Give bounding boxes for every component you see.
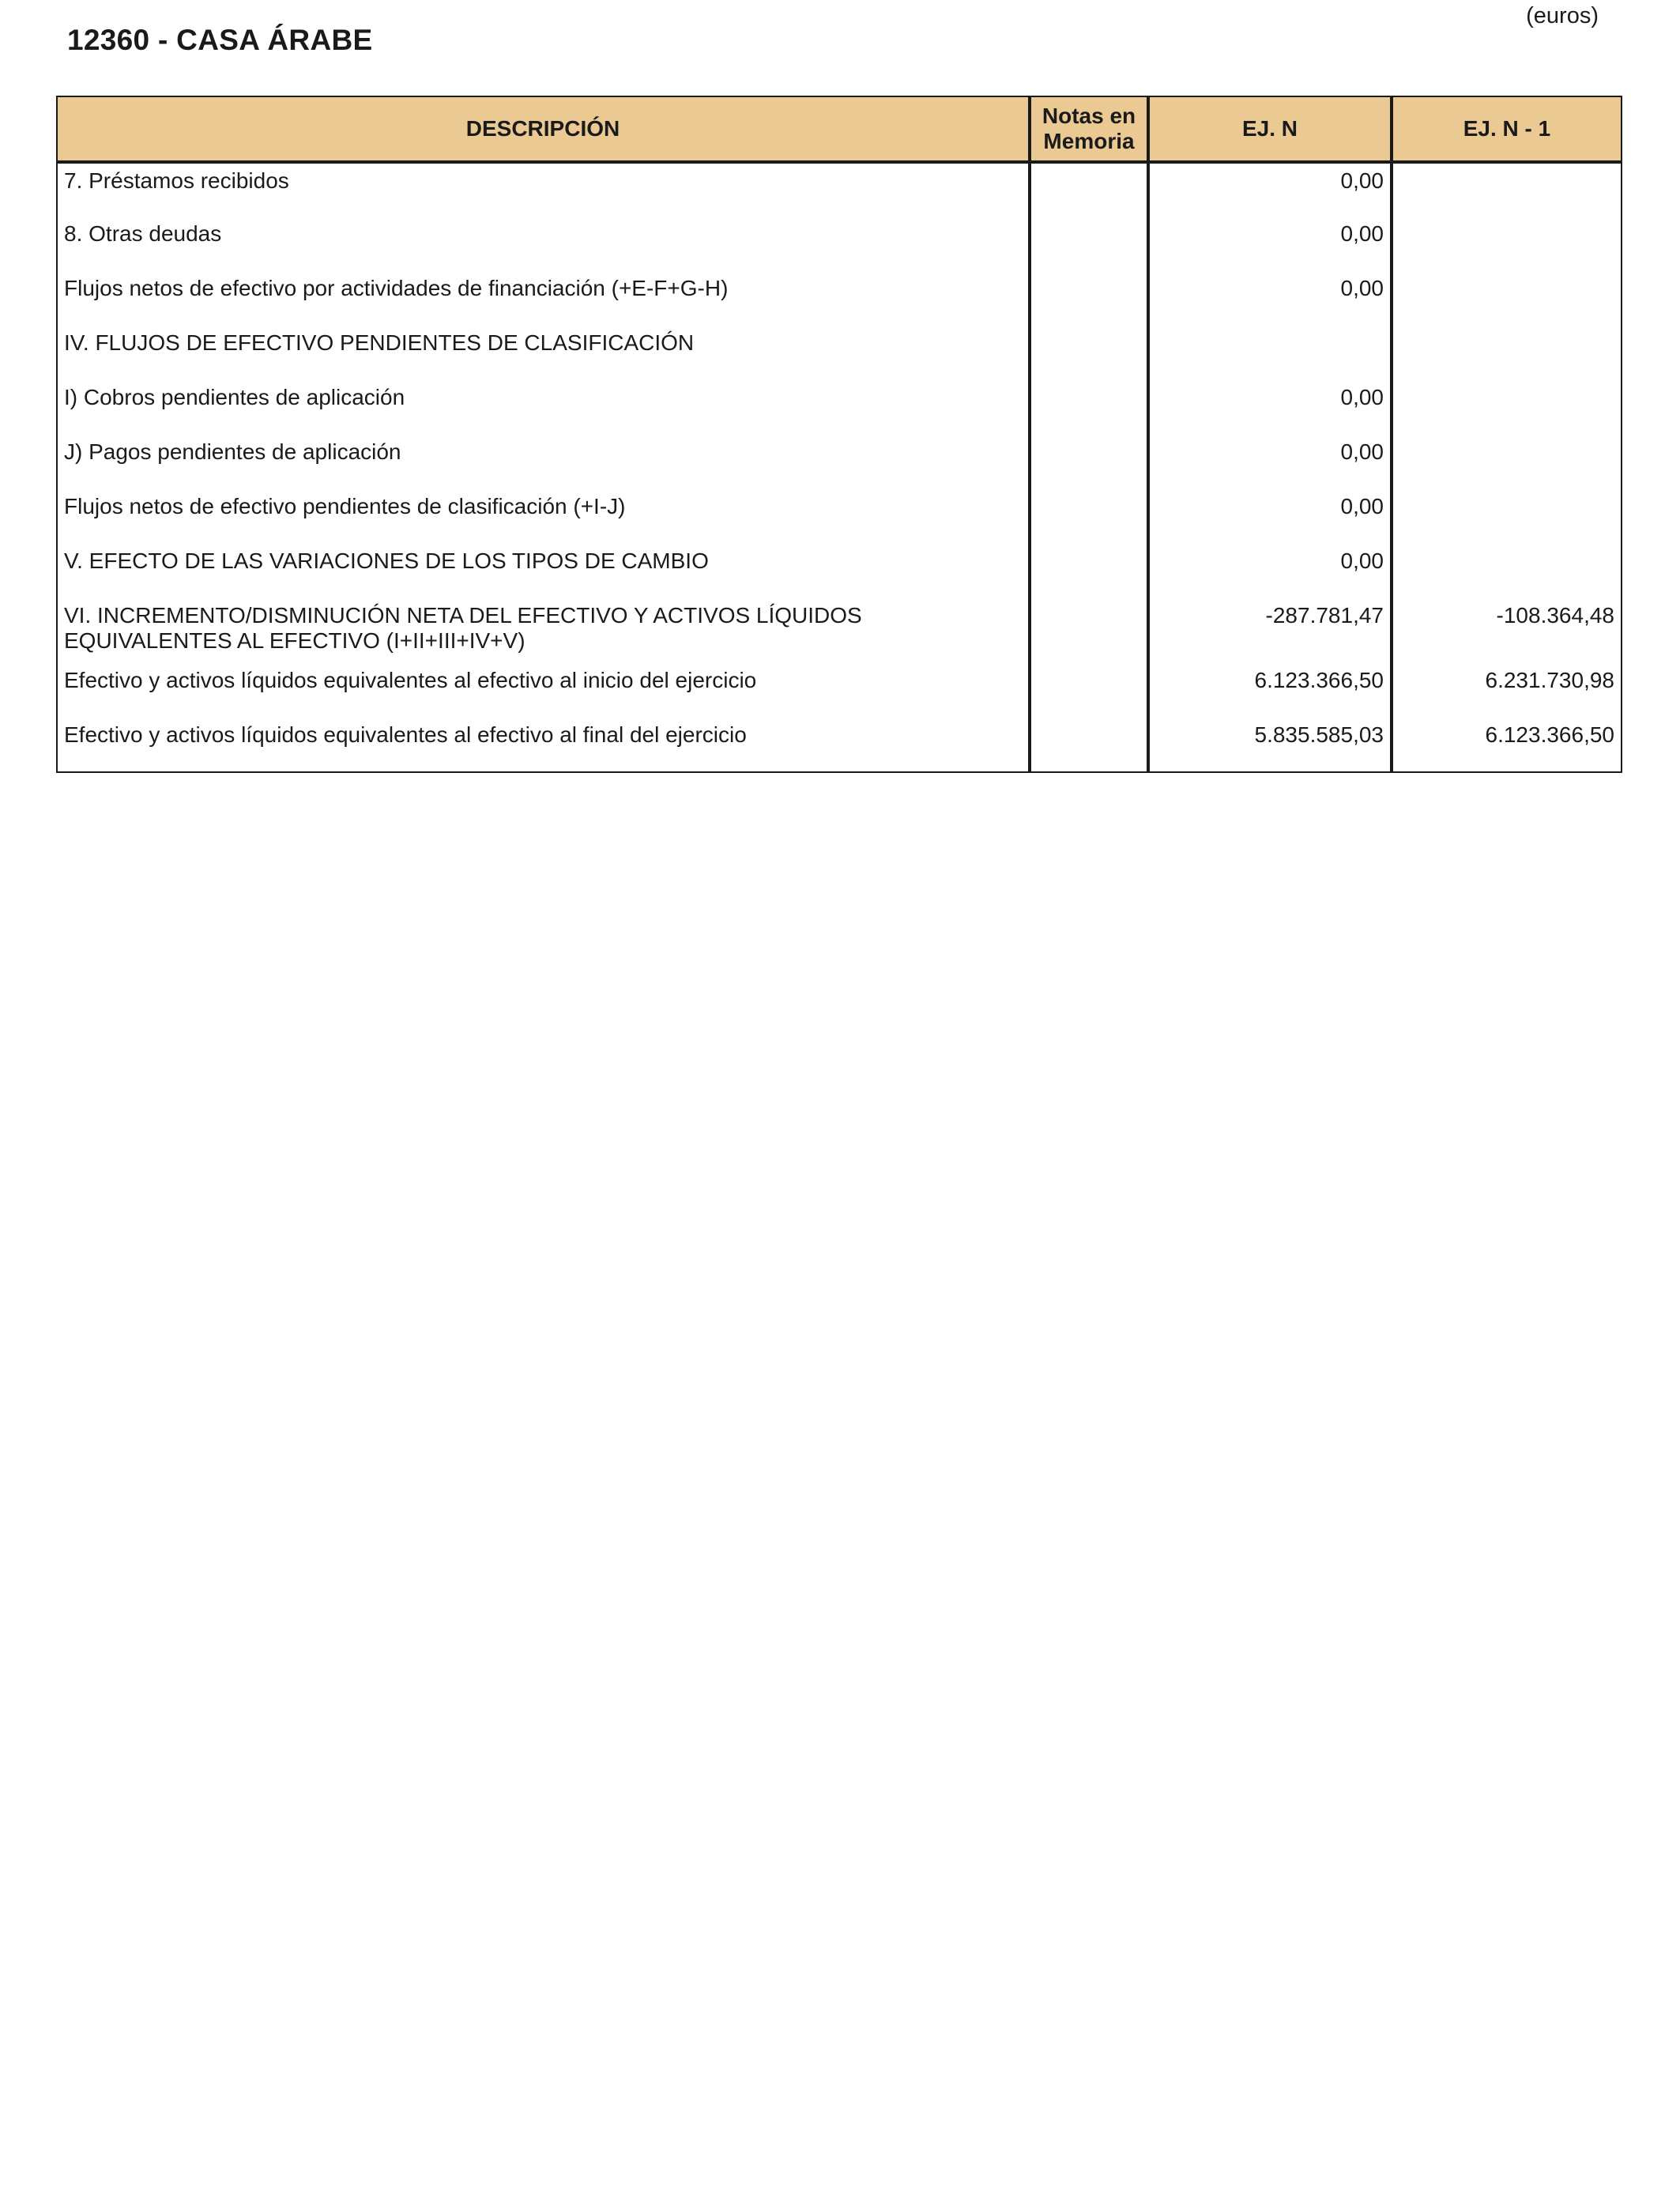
row-description: J) Pagos pendientes de aplicación	[57, 435, 1030, 489]
row-year-n-value: 0,00	[1148, 544, 1392, 598]
row-notes	[1030, 271, 1148, 326]
table-row	[57, 718, 1622, 772]
row-year-n-value: 0,00	[1148, 271, 1392, 326]
row-notes	[1030, 380, 1148, 435]
table-row	[57, 217, 1622, 271]
table-row	[57, 435, 1622, 489]
row-notes	[1030, 489, 1148, 544]
column-header-notes	[1030, 96, 1148, 162]
row-notes	[1030, 162, 1148, 217]
row-description: V. EFECTO DE LAS VARIACIONES DE LOS TIPOS DE CAMBIO	[57, 544, 1030, 598]
column-header-year-n1: EJ. N - 1	[1392, 96, 1622, 162]
table-row	[57, 663, 1622, 718]
row-notes	[1030, 544, 1148, 598]
row-year-n1-value	[1392, 380, 1622, 435]
table-row	[57, 326, 1622, 380]
row-notes	[1030, 663, 1148, 718]
row-year-n-value	[1148, 326, 1392, 380]
currency-units-label: (euros)	[1526, 3, 1599, 28]
row-year-n1-value: -108.364,48	[1392, 598, 1622, 663]
row-description	[57, 598, 1030, 663]
row-description: Efectivo y activos líquidos equivalentes al efectivo al final del ejercicio	[57, 718, 1030, 772]
row-notes	[1030, 718, 1148, 772]
row-year-n-value: 0,00	[1148, 162, 1392, 217]
row-notes	[1030, 217, 1148, 271]
table-row	[57, 271, 1622, 326]
row-year-n-value: 0,00	[1148, 489, 1392, 544]
table-header	[57, 96, 1622, 162]
column-header-description: DESCRIPCIÓN	[57, 96, 1030, 162]
row-notes	[1030, 326, 1148, 380]
table-row	[57, 162, 1622, 217]
row-description: IV. FLUJOS DE EFECTIVO PENDIENTES DE CLASIFICACIÓN	[57, 326, 1030, 380]
page-title: 12360 - CASA ÁRABE	[67, 24, 373, 56]
row-notes	[1030, 598, 1148, 663]
row-year-n1-value	[1392, 271, 1622, 326]
row-year-n1-value	[1392, 217, 1622, 271]
row-notes	[1030, 435, 1148, 489]
row-description: Flujos netos de efectivo pendientes de clasificación (+I-J)	[57, 489, 1030, 544]
row-year-n-value: -287.781,47	[1148, 598, 1392, 663]
row-year-n1-value: 6.231.730,98	[1392, 663, 1622, 718]
table-row	[57, 380, 1622, 435]
table-row	[57, 489, 1622, 544]
row-year-n1-value	[1392, 435, 1622, 489]
row-description: Efectivo y activos líquidos equivalentes al efectivo al inicio del ejercicio	[57, 663, 1030, 718]
row-year-n1-value: 6.123.366,50	[1392, 718, 1622, 772]
column-header-notes-line1: Notas en	[1042, 104, 1136, 128]
row-year-n-value: 0,00	[1148, 380, 1392, 435]
row-year-n1-value	[1392, 544, 1622, 598]
cash-flow-table	[56, 96, 1622, 773]
row-year-n-value: 0,00	[1148, 435, 1392, 489]
row-description: Flujos netos de efectivo por actividades de financiación (+E-F+G-H)	[57, 271, 1030, 326]
table-row	[57, 544, 1622, 598]
row-year-n1-value	[1392, 326, 1622, 380]
row-year-n-value: 6.123.366,50	[1148, 663, 1392, 718]
row-description-line1: VI. INCREMENTO/DISMINUCIÓN NETA DEL EFECTIVO Y ACTIVOS LÍQUIDOS	[64, 603, 862, 628]
row-year-n-value: 0,00	[1148, 217, 1392, 271]
column-header-notes-line2: Memoria	[1043, 129, 1135, 153]
column-header-year-n: EJ. N	[1148, 96, 1392, 162]
row-description-line2: EQUIVALENTES AL EFECTIVO (I+II+III+IV+V)	[64, 628, 525, 653]
row-description: 7. Préstamos recibidos	[57, 162, 1030, 217]
row-year-n1-value	[1392, 162, 1622, 217]
table-row	[57, 598, 1622, 663]
row-year-n-value: 5.835.585,03	[1148, 718, 1392, 772]
row-description: I) Cobros pendientes de aplicación	[57, 380, 1030, 435]
table-body	[57, 162, 1622, 772]
row-description: 8. Otras deudas	[57, 217, 1030, 271]
row-year-n1-value	[1392, 489, 1622, 544]
